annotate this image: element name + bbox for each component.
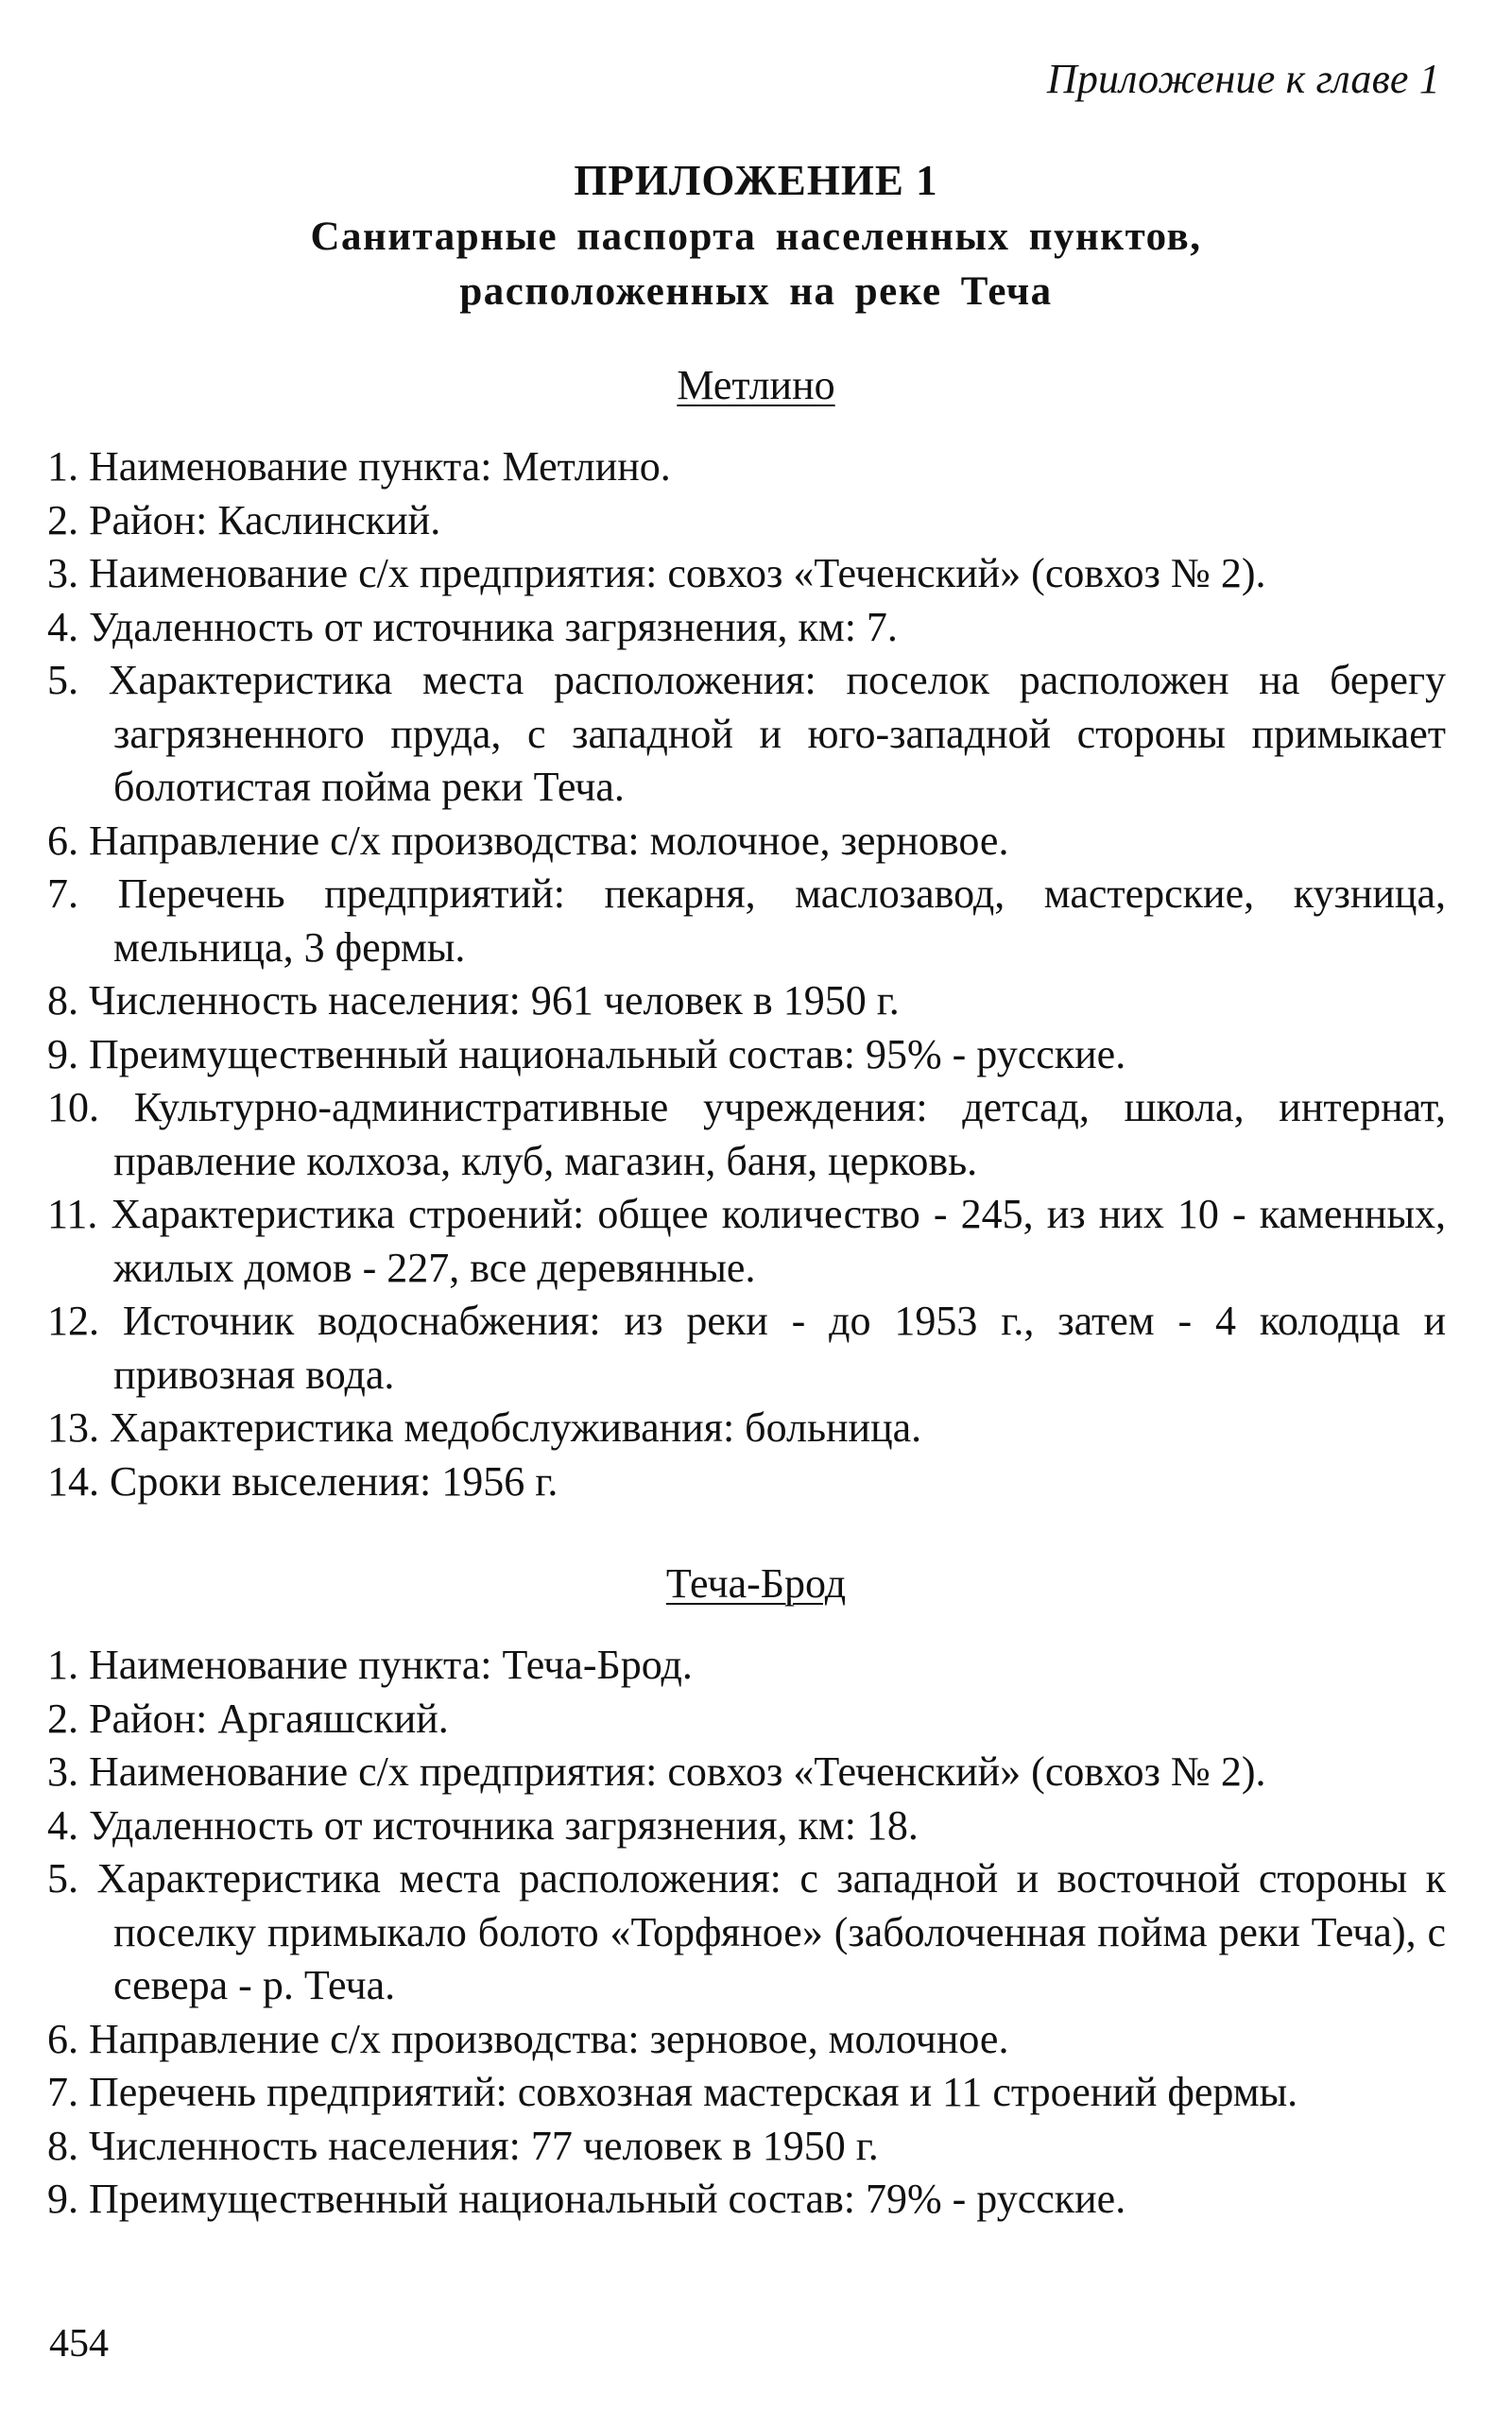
item-text: Район: Каслинский. — [89, 496, 441, 543]
item-number: 9. — [47, 2176, 78, 2222]
item-text: Численность населения: 77 человек в 1950 г. — [89, 2122, 879, 2169]
list-item — [47, 2120, 1446, 2174]
item-text: Характеристика медобслуживания: больница. — [110, 1404, 922, 1451]
item-number: 12. — [47, 1298, 99, 1344]
item-number: 5. — [47, 657, 78, 703]
item-text: Наименование с/х предприятия: совхоз «Теченский» (совхоз № 2). — [89, 1748, 1266, 1795]
item-number: 4. — [47, 603, 78, 650]
item-number: 6. — [47, 817, 78, 864]
list-item — [47, 440, 1446, 494]
list-item — [47, 868, 1446, 974]
item-number: 3. — [47, 550, 78, 596]
item-number: 3. — [47, 1748, 78, 1795]
item-number: 1. — [47, 1642, 78, 1688]
item-text: Перечень предприятий: совхозная мастерская и 11 строений фермы. — [89, 2069, 1298, 2115]
list-item — [47, 1799, 1446, 1853]
list-item — [47, 1639, 1446, 1693]
item-text: Преимущественный национальный состав: 79% - русские. — [89, 2176, 1126, 2222]
item-text: Источник водоснабжения: из реки - до 1953 г., затем - 4 колодца и привозная вода. — [113, 1298, 1447, 1398]
list-item — [47, 1028, 1446, 1082]
list-item — [47, 1852, 1446, 2013]
item-text: Наименование пункта: Теча-Брод. — [89, 1642, 693, 1688]
item-number: 6. — [47, 2015, 78, 2062]
item-number: 14. — [47, 1457, 99, 1505]
list-item — [47, 2066, 1446, 2120]
item-text: Перечень предприятий: пекарня, маслозавод, мастерские, кузница, мельница, 3 фермы. — [113, 870, 1446, 971]
item-text: Удаленность от источника загрязнения, км: 18. — [89, 1801, 919, 1849]
item-number: 8. — [47, 977, 78, 1024]
list-item — [47, 494, 1446, 548]
list-item — [47, 974, 1446, 1028]
appendix-title: ПРИЛОЖЕНИЕ 1 — [574, 157, 938, 204]
item-number: 4. — [47, 1801, 78, 1849]
section-heading-techa-brod: Теча-Брод — [665, 1560, 847, 1607]
appendix-subtitle-line-2: расположенных на реке Теча — [459, 269, 1053, 314]
list-item — [47, 1693, 1446, 1747]
item-text: Направление с/х производства: молочное, зерновое. — [89, 817, 1009, 864]
item-number: 9. — [47, 1030, 78, 1077]
list-item — [47, 1402, 1446, 1455]
list-item — [47, 1081, 1446, 1188]
item-number: 8. — [47, 2122, 78, 2169]
item-number: 1. — [47, 443, 78, 490]
list-item — [47, 1746, 1446, 1799]
item-text: Наименование пункта: Метлино. — [89, 443, 671, 490]
running-header: Приложение к главе 1 — [1046, 56, 1440, 102]
item-number: 2. — [47, 496, 78, 543]
item-text: Характеристика строений: общее количество - 245, из них 10 - каменных, жилых домов - 227, все деревянные. — [111, 1191, 1447, 1291]
item-text: Направление с/х производства: зерновое, молочное. — [89, 2015, 1009, 2062]
item-number: 13. — [47, 1404, 99, 1451]
appendix-subtitle-line-1: Санитарные паспорта населенных пунктов, — [310, 215, 1202, 259]
item-text: Сроки выселения: 1956 г. — [110, 1457, 558, 1505]
title-block — [0, 151, 1512, 319]
item-text: Район: Аргаяшский. — [89, 1695, 449, 1742]
page-number: 454 — [49, 2322, 109, 2366]
item-text: Преимущественный национальный состав: 95% - русские. — [89, 1030, 1126, 1077]
section-list-metlino — [47, 440, 1446, 1508]
list-item — [47, 1295, 1446, 1402]
item-text: Культурно-административные учреждения: детсад, школа, интернат, правление колхоза, клуб, магазин, баня, церковь. — [113, 1084, 1446, 1184]
list-item — [47, 815, 1446, 869]
item-text: Удаленность от источника загрязнения, км: 7. — [89, 603, 898, 650]
list-item — [47, 547, 1446, 601]
section-heading-metlino: Метлино — [677, 362, 835, 408]
item-text: Численность населения: 961 человек в 1950 г. — [89, 977, 900, 1024]
list-item — [47, 2173, 1446, 2227]
item-number: 2. — [47, 1695, 78, 1742]
item-number: 10. — [47, 1084, 99, 1130]
section-list-techa-brod — [47, 1639, 1446, 2227]
item-text: Характеристика места расположения: с западной и восточной стороны к поселку примыкало болото «Торфяное» (заболоченная пойма реки Теча), с севера - р. Теча. — [96, 1855, 1447, 2008]
list-item — [47, 654, 1446, 815]
item-number: 5. — [47, 1855, 78, 1902]
list-item — [47, 1188, 1446, 1295]
item-text: Наименование с/х предприятия: совхоз «Теченский» (совхоз № 2). — [89, 550, 1266, 596]
item-number: 7. — [47, 870, 78, 917]
item-number: 11. — [47, 1191, 98, 1237]
list-item — [47, 601, 1446, 655]
item-number: 7. — [47, 2069, 78, 2115]
item-text: Характеристика места расположения: поселок расположен на берегу загрязненного пруда, с западной и юго-западной стороны примыкает болотистая пойма реки Теча. — [108, 657, 1446, 810]
list-item — [47, 2013, 1446, 2067]
list-item — [47, 1455, 1446, 1509]
